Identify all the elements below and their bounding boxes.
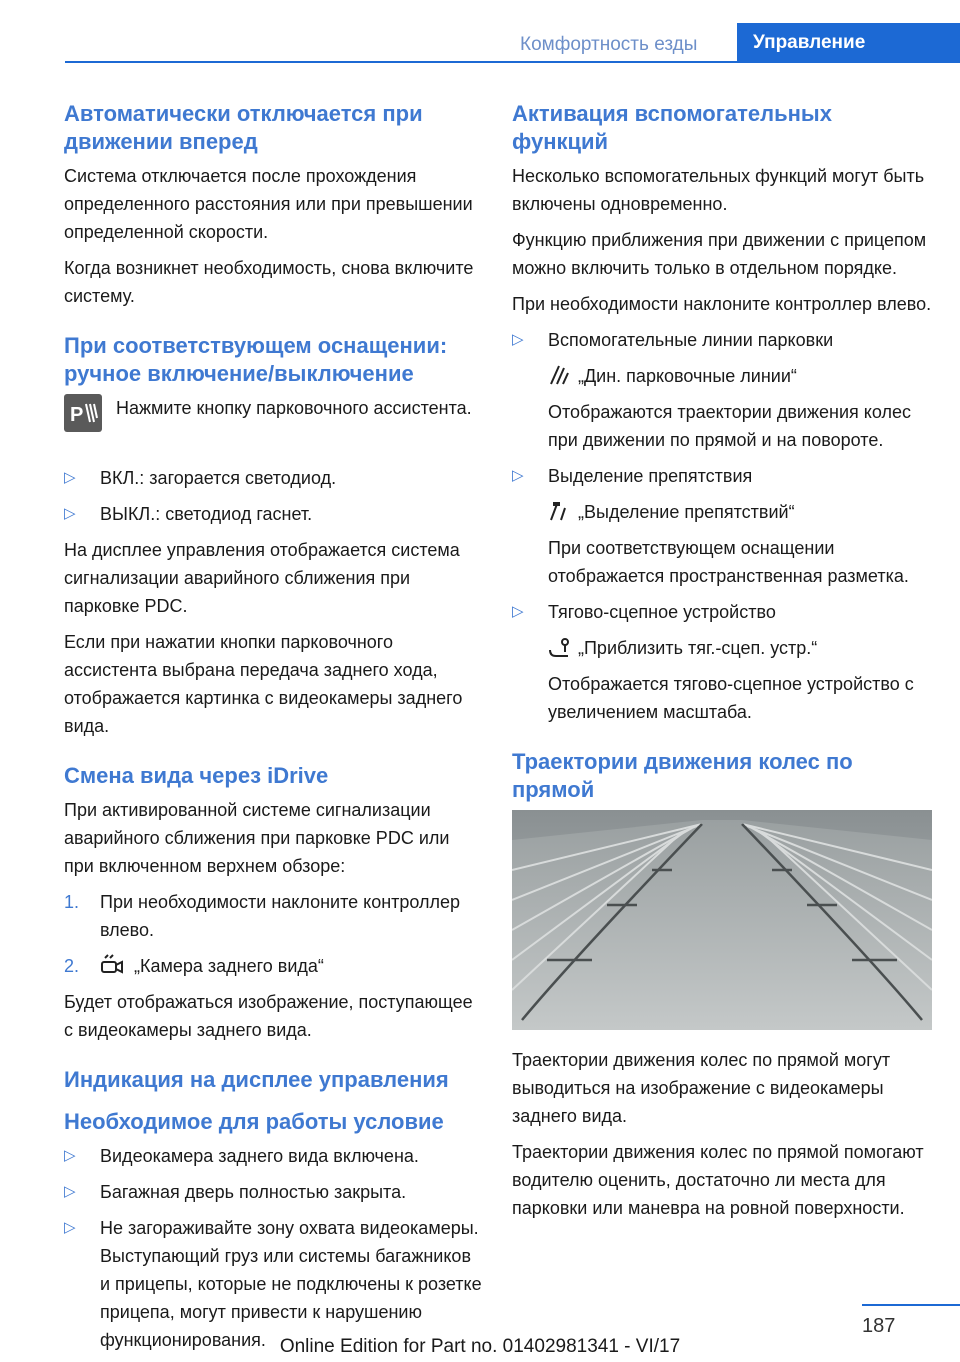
paragraph: На дисплее управления отображается система сигнализации аварийного сближения при парковке PDC.	[64, 540, 460, 616]
paragraph: При необходимости наклоните контроллер влево.	[512, 294, 932, 314]
step-item	[64, 888, 484, 944]
heading-auto-off: Автоматически отключается при движении вперед	[64, 101, 423, 154]
header-chapter-tab: Управление	[737, 23, 960, 63]
list-item-text: ВЫКЛ.: светодиод гаснет.	[100, 504, 313, 524]
menu-item-text: „Дин. парковочные линии“	[578, 366, 797, 386]
list-item-text: Багажная дверь полностью закрыта.	[100, 1182, 407, 1202]
rear-camera-icon	[100, 954, 126, 976]
list-marker: ▷	[64, 469, 76, 486]
right-column	[512, 100, 932, 1230]
list-marker: ▷	[512, 603, 524, 620]
list-item-text: Не загораживайте зону охвата видеокамеры. Выступающий груз или системы багажников и прицепы, которые не подключены к розетке прицепа, могут привести к нарушению функционирования.	[100, 1218, 482, 1350]
list-item-text: Видеокамера заднего вида включена.	[100, 1146, 419, 1166]
step-text: При необходимости наклоните контроллер влево.	[100, 892, 461, 940]
paragraph: Когда возникнет необходимость, снова включите систему.	[64, 258, 474, 306]
paragraph: Несколько вспомогательных функций могут быть включены одновременно.	[512, 166, 925, 214]
heading-idrive-view: Смена вида через iDrive	[64, 763, 329, 788]
page-number: 187	[862, 1315, 896, 1337]
list-item	[64, 464, 484, 492]
list-item	[64, 1178, 484, 1206]
step-text: „Камера заднего вида“	[134, 956, 324, 976]
list-item	[64, 500, 484, 528]
page-number-rule	[862, 1304, 960, 1306]
list-marker: ▷	[64, 505, 76, 522]
heading-aux-functions: Активация вспомогательных функций	[512, 101, 832, 154]
paragraph: Будет отображаться изображение, поступающее с видеокамеры заднего вида.	[64, 992, 473, 1040]
heading-condition: Необходимое для работы условие	[64, 1109, 444, 1134]
heading-straight-tracks: Траектории движения колес по прямой	[512, 749, 853, 802]
description: Отображаются траектории движения колес при движении по прямой и на повороте.	[548, 402, 911, 450]
list-marker: ▷	[64, 1147, 76, 1164]
list-item-text: ВКЛ.: загорается светодиод.	[100, 468, 337, 488]
left-column	[64, 100, 484, 1362]
list-marker: ▷	[512, 467, 524, 484]
menu-item-line	[512, 498, 932, 526]
list-item	[64, 1142, 484, 1170]
paragraph: Траектории движения колес по прямой могут выводиться на изображение с видеокамеры заднего вида.	[512, 1050, 891, 1126]
list-item	[512, 462, 932, 490]
footer-edition: Online Edition for Part no. 01402981341 - VI/17	[279, 1336, 681, 1357]
description: Отображается тягово-сцепное устройство с увеличением масштаба.	[548, 674, 914, 722]
menu-item-text: „Выделение препятствий“	[578, 502, 795, 522]
tow-hitch-icon	[548, 636, 570, 658]
svg-text:P: P	[70, 404, 84, 426]
menu-item-line	[512, 362, 932, 390]
press-button-text: Нажмите кнопку парковочного ассистента.	[116, 398, 472, 418]
list-item	[64, 1214, 484, 1354]
list-item	[512, 598, 932, 626]
header-section-title: Комфортность езды	[520, 34, 698, 55]
paragraph: При активированной системе сигнализации аварийного сближения при парковке PDC или при включенном верхнем обзоре:	[64, 800, 450, 876]
parking-lines-icon	[548, 364, 570, 386]
paragraph: Если при нажатии кнопки парковочного ассистента выбрана передача заднего хода, отображается картинка с видеокамеры заднего вида.	[64, 632, 463, 736]
description: При соответствующем оснащении отображается пространственная разметка.	[548, 538, 909, 586]
rear-camera-track-illustration	[512, 810, 932, 1030]
paragraph: Траектории движения колес по прямой помогают водителю оценить, достаточно ли места для парковки или маневра на ровной поверхности.	[512, 1142, 924, 1218]
list-item-text: Вспомогательные линии парковки	[548, 330, 834, 350]
step-number: 2.	[64, 956, 80, 976]
heading-indication: Индикация на дисплее управления	[64, 1067, 449, 1092]
press-button-instruction	[64, 394, 484, 450]
list-item-text: Выделение препятствия	[548, 466, 753, 486]
parking-assistant-button-icon	[64, 394, 102, 432]
menu-item-text: „Приблизить тяг.-сцеп. устр.“	[578, 638, 818, 658]
list-item-text: Тягово-сцепное устройство	[548, 602, 776, 622]
list-marker: ▷	[64, 1219, 76, 1236]
list-item	[512, 326, 932, 354]
paragraph: Функцию приближения при движении с прицепом можно включить только в отдельном порядке.	[512, 230, 927, 278]
header-rule	[65, 61, 960, 63]
list-marker: ▷	[64, 1183, 76, 1200]
menu-item-line	[512, 634, 932, 662]
obstacle-marking-icon	[548, 500, 570, 522]
step-item	[64, 952, 484, 980]
heading-manual-toggle: При соответствующем оснащении: ручное включение/выключение	[64, 333, 448, 386]
paragraph: Система отключается после прохождения определенного расстояния или при превышении определенной скорости.	[64, 166, 473, 242]
list-marker: ▷	[512, 331, 524, 348]
step-number: 1.	[64, 892, 80, 912]
